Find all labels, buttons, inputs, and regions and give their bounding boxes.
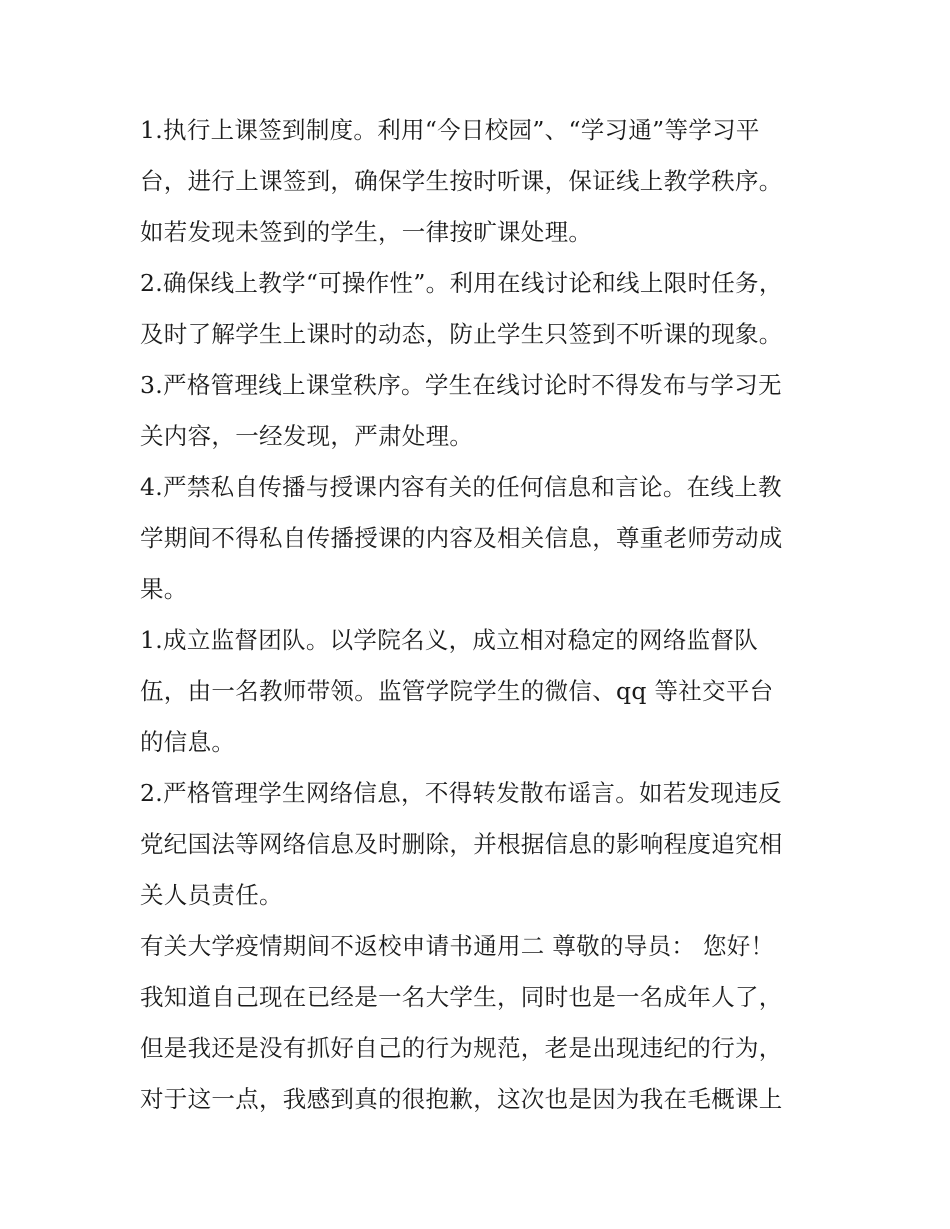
text-line: 但是我还是没有抓好自己的行为规范，老是出现违纪的行为， <box>140 1034 783 1062</box>
text-line: 对于这一点，我感到真的很抱歉，这次也是因为我在毛概课上 <box>140 1085 783 1113</box>
text-line: 的信息。 <box>140 728 236 756</box>
text-line: 4.严禁私自传播与授课内容有关的任何信息和言论。在线上教 <box>140 473 782 501</box>
text-line: 1.执行上课签到制度。利用“今日校园”、“学习通”等学习平 <box>140 116 760 144</box>
text-line: 党纪国法等网络信息及时删除，并根据信息的影响程度追究相 <box>140 830 783 858</box>
text-line: 伍，由一名教师带领。监管学院学生的微信、qq 等社交平台 <box>140 677 774 705</box>
text-line: 关内容，一经发现，严肃处理。 <box>140 422 474 450</box>
document-body <box>140 111 840 1131</box>
text-line: 学期间不得私自传播授课的内容及相关信息，尊重老师劳动成 <box>140 524 783 552</box>
text-line: 果。 <box>140 575 188 603</box>
text-line: 台，进行上课签到，确保学生按时听课，保证线上教学秩序。 <box>140 167 783 195</box>
text-line: 有关大学疫情期间不返校申请书通用二 尊敬的导员： 您好！ <box>140 932 775 960</box>
text-line: 2.确保线上教学“可操作性”。利用在线讨论和线上限时任务， <box>140 269 783 297</box>
text-line: 我知道自己现在已经是一名大学生，同时也是一名成年人了， <box>140 983 783 1011</box>
text-line: 2.严格管理学生网络信息，不得转发散布谣言。如若发现违反 <box>140 779 782 807</box>
text-line: 及时了解学生上课时的动态，防止学生只签到不听课的现象。 <box>140 320 783 348</box>
text-line: 如若发现未签到的学生，一律按旷课处理。 <box>140 218 593 246</box>
text-line: 3.严格管理线上课堂秩序。学生在线讨论时不得发布与学习无 <box>140 371 782 399</box>
text-line: 关人员责任。 <box>140 881 283 909</box>
text-line: 1.成立监督团队。以学院名义，成立相对稳定的网络监督队 <box>140 626 759 654</box>
